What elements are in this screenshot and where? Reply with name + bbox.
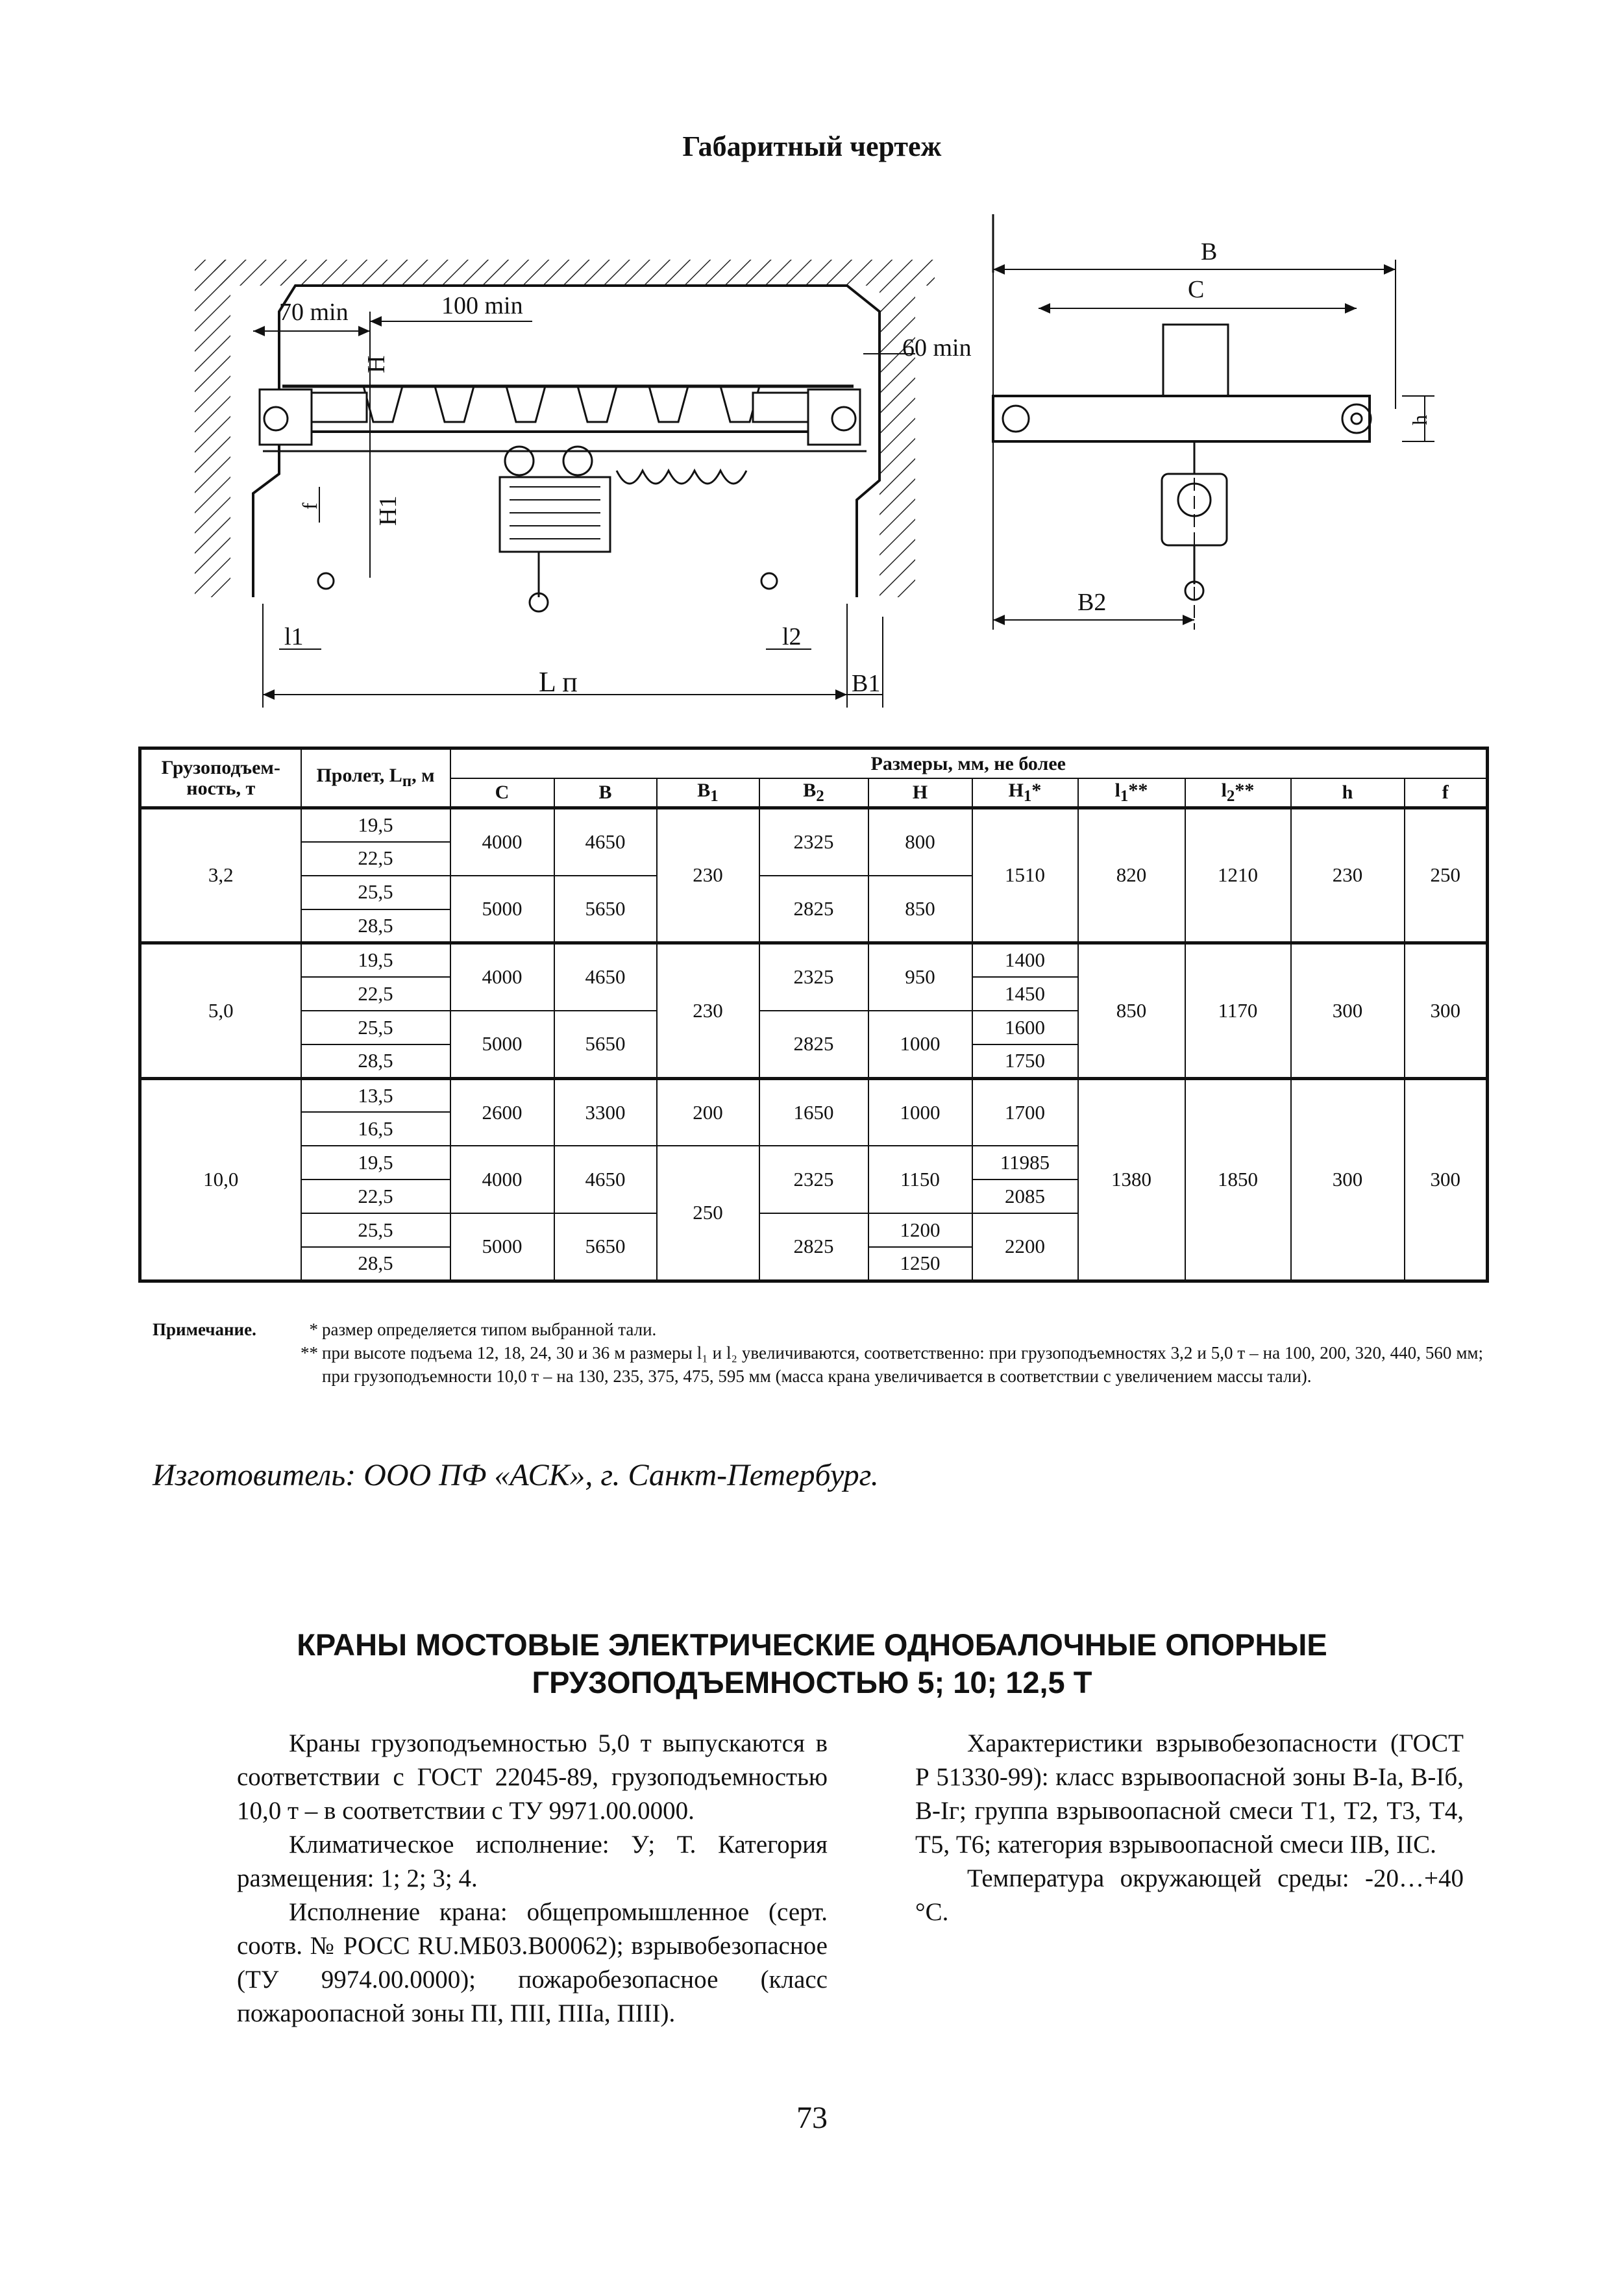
table-row: 25,5 5000 5650 2825 850 <box>140 876 1488 909</box>
dim-Ln: L п <box>539 666 578 698</box>
table-row: 5,0 19,5 4000 4650 230 2325 950 1400 850 1170 300 300 <box>140 943 1488 977</box>
paragraph: Исполнение крана: общепромышленное (серт. соотв. № РОСС RU.МБ03.В00062); взрывобезопасное (ТУ 9974.00.0000); пожаробезопасное (класс пожароопасной зоны ПI, ПII, ПIIа, ПIII). <box>237 1898 828 2027</box>
note-1: размер определяется типом выбранной тали. <box>322 1320 657 1339</box>
header-capacity: Грузоподъем-ность, т <box>140 748 301 808</box>
text-column-left <box>237 1727 828 2031</box>
dim-l2: l2 <box>782 623 802 650</box>
drawing-title: Габаритный чертеж <box>682 130 942 162</box>
dim-l1: l1 <box>284 623 304 650</box>
header-l1: $l_1**$ <box>1078 778 1185 808</box>
crane-dimensions-table <box>138 747 1489 1283</box>
note-2: при высоте подъема 12, 18, 24, 30 и 36 м размеры l₁ и l₂ увеличиваются, соответственно: при грузоподъемностях 3,2 и 5,0 т – на 100, 200, 320, 440, 560 мм; при грузоподъемности 10,0 т – на 130, 235, 375, 475, 595 мм (масса крана увеличивается в соответствии с увеличением массы тали). <box>322 1343 1483 1386</box>
paragraph: Температура окружающей среды: -20…+40 °С. <box>915 1864 1464 1926</box>
table-row: 10,0 13,5 2600 3300 200 1650 1000 1700 1380 1850 300 300 <box>140 1078 1488 1112</box>
dim-100min: 100 min <box>441 292 523 319</box>
table-row: 22,5 1450 <box>140 977 1488 1011</box>
dim-B1: B1 <box>852 670 881 697</box>
table-notes: Примечание. * размер определяется типом выбранной тали. ** при высоте подъема 12, 18, 24, 30 и 36 м размеры l₁ и l₂ увеличиваются, соответственно: при грузоподъемностях 3,2 и 5,0 т – на 100, 200, 320, 440, 560 мм; при грузоподъемности 10,0 т – на 130, 235, 375, 475, 595 мм (масса крана увеличивается в соответствии с увеличением массы тали). <box>153 1318 1483 1388</box>
header-H1: $H_1*$ <box>972 778 1078 808</box>
header-l2: $l_2**$ <box>1185 778 1291 808</box>
header-h: h <box>1291 778 1405 808</box>
header-B2: $B_2$ <box>759 778 868 808</box>
side-view <box>993 214 1434 630</box>
front-view-labels <box>279 292 972 698</box>
header-dimensions: Размеры, мм, не более <box>450 748 1488 778</box>
table-row: 25,5 5000 5650 2825 1200 2200 <box>140 1213 1488 1247</box>
table-row: 28,5 <box>140 909 1488 943</box>
table-row: 16,5 <box>140 1112 1488 1146</box>
table-row: 28,5 1750 <box>140 1044 1488 1078</box>
text-column-right <box>915 1727 1464 1929</box>
page-number: 73 <box>796 2101 828 2135</box>
header-f: f <box>1405 778 1488 808</box>
paragraph: Климатическое исполнение: У; Т. Категория размещения: 1; 2; 3; 4. <box>237 1831 828 1892</box>
header-span: Пролет, $L_п$, м <box>301 748 450 808</box>
front-view <box>195 260 935 708</box>
header-C: C <box>450 778 554 808</box>
header-B1: $B_1$ <box>657 778 759 808</box>
dim-f: f <box>298 502 321 510</box>
table-row: 19,5 4000 4650 250 2325 1150 11985 <box>140 1146 1488 1180</box>
dim-h: h <box>1408 415 1431 425</box>
header-B: B <box>554 778 657 808</box>
dim-B: B <box>1201 238 1218 266</box>
section-heading: КРАНЫ МОСТОВЫЕ ЭЛЕКТРИЧЕСКИЕ ОДНОБАЛОЧНЫЕ ОПОРНЫЕ ГРУЗОПОДЪЕМНОСТЬЮ 5; 10; 12,5 Т <box>297 1627 1327 1699</box>
table-row: 22,5 <box>140 842 1488 876</box>
dim-C: C <box>1188 276 1205 303</box>
header-H: H <box>868 778 972 808</box>
table-row: 3,2 19,5 4000 4650 230 2325 800 1510 820 1210 230 250 <box>140 808 1488 842</box>
manufacturer: Изготовитель: ООО ПФ «АСК», г. Санкт-Петербург. <box>153 1458 879 1492</box>
dim-B2: B2 <box>1077 589 1107 616</box>
dimension-drawing <box>149 214 1480 721</box>
table-row: 22,5 2085 <box>140 1180 1488 1213</box>
notes-label: Примечание. <box>153 1320 256 1339</box>
dim-70min: 70 min <box>279 299 349 326</box>
table-row: 28,5 1250 <box>140 1247 1488 1281</box>
dim-H: H <box>363 355 390 373</box>
paragraph: Краны грузоподъемностью 5,0 т выпускаются в соответствии с ГОСТ 22045-89, грузоподъемностью 10,0 т – в соответствии с ТУ 9971.00.0000. <box>237 1729 828 1825</box>
paragraph: Характеристики взрывобезопасности (ГОСТ Р 51330-99): класс взрывоопасной зоны В-Iа, В-Iб, В-Iг; группа взрывоопасной смеси Т1, Т2, Т3, Т4, Т5, Т6; категория взрывоопасной смеси IIВ, IIС. <box>915 1729 1464 1859</box>
table-row: 25,5 5000 5650 2825 1000 1600 <box>140 1011 1488 1044</box>
dim-H1: H1 <box>375 495 402 526</box>
dim-60min: 60 min <box>902 334 972 362</box>
